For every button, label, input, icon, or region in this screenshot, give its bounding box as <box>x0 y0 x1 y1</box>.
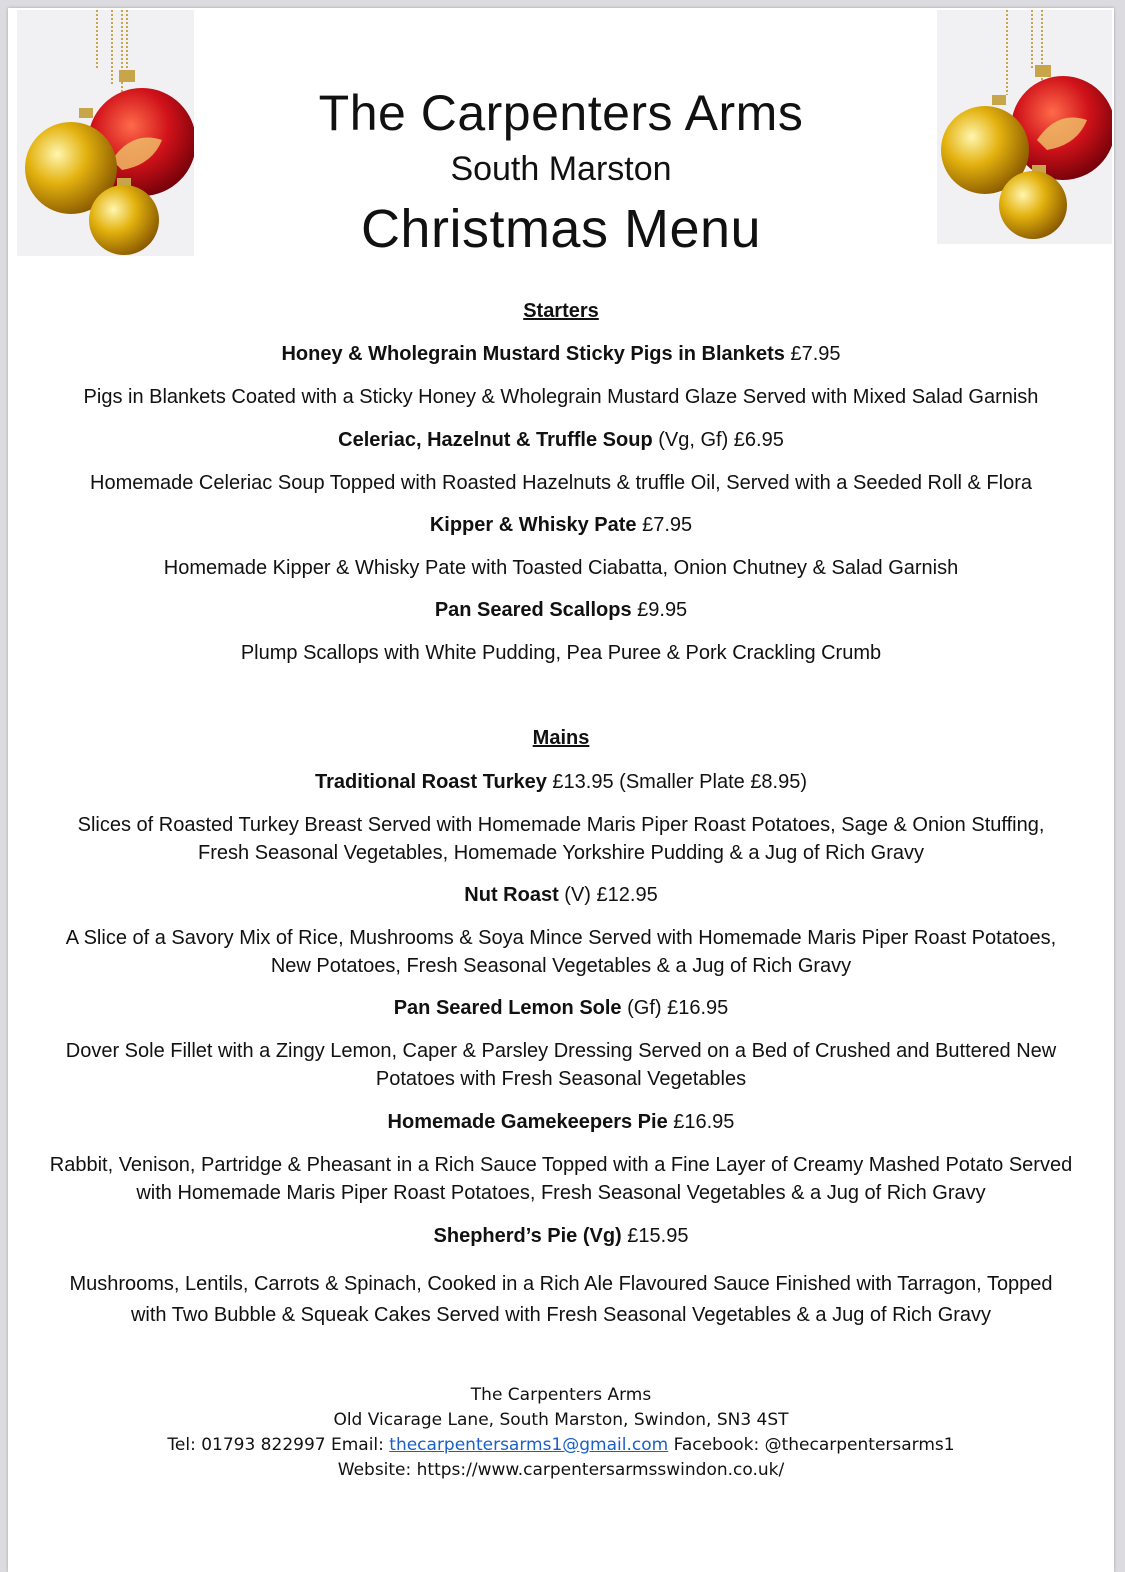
starter-price: £7.95 <box>636 514 693 536</box>
main-desc-line: with Homemade Maris Piper Roast Potatoes, Fresh Seasonal Vegetables & a Jug of Rich Gravy <box>136 1182 986 1204</box>
starter-price: (Vg, Gf) £6.95 <box>652 429 784 451</box>
footer-name: The Carpenters Arms <box>470 1385 652 1405</box>
starter-desc: Plump Scallops with White Pudding, Pea Puree & Pork Crackling Crumb <box>240 642 882 664</box>
main-desc-line: A Slice of a Savory Mix of Rice, Mushrooms & Soya Mince Served with Homemade Maris Piper Roast Potatoes, <box>65 927 1057 949</box>
main-name: Homemade Gamekeepers Pie <box>387 1111 668 1133</box>
contact-footer <box>8 1383 1114 1483</box>
footer-website: Website: https://www.carpentersarmsswindon.co.uk/ <box>337 1460 785 1480</box>
main-title <box>8 881 1114 909</box>
starter-name: Pan Seared Scallops <box>434 599 632 621</box>
main-desc <box>8 1037 1114 1093</box>
main-price: (V) £12.95 <box>558 884 658 906</box>
email-link[interactable]: thecarpentersarms1@gmail.com <box>389 1435 669 1455</box>
main-title <box>8 1222 1114 1250</box>
main-desc-line: Dover Sole Fillet with a Zingy Lemon, Caper & Parsley Dressing Served on a Bed of Crushed and Buttered New <box>65 1040 1057 1062</box>
main-desc-line: Mushrooms, Lentils, Carrots & Spinach, Cooked in a Rich Ale Flavoured Sauce Finished with Tarragon, Topped <box>69 1273 1053 1295</box>
main-desc <box>8 924 1114 980</box>
main-name: Nut Roast <box>464 884 559 906</box>
main-desc-line: Fresh Seasonal Vegetables, Homemade Yorkshire Pudding & a Jug of Rich Gravy <box>198 842 924 864</box>
main-desc <box>8 1151 1114 1207</box>
main-desc <box>8 811 1114 867</box>
main-price: £16.95 <box>667 1111 735 1133</box>
starter-desc: Pigs in Blankets Coated with a Sticky Honey & Wholegrain Mustard Glaze Served with Mixed Salad Garnish <box>83 386 1039 408</box>
starter-name: Celeriac, Hazelnut & Truffle Soup <box>338 429 653 451</box>
main-title <box>8 768 1114 796</box>
main-desc-line: New Potatoes, Fresh Seasonal Vegetables & a Jug of Rich Gravy <box>270 955 852 977</box>
main-price: £13.95 (Smaller Plate £8.95) <box>546 771 808 793</box>
main-name: Shepherd’s Pie (Vg) <box>433 1225 622 1247</box>
main-desc-line: Rabbit, Venison, Partridge & Pheasant in a Rich Sauce Topped with a Fine Layer of Creamy Mashed Potato Served <box>49 1154 1073 1176</box>
mains-heading: Mains <box>532 727 590 749</box>
starter-title <box>8 426 1114 454</box>
starter-price: £7.95 <box>784 343 841 365</box>
main-name: Traditional Roast Turkey <box>314 771 547 793</box>
main-desc-line: with Two Bubble & Squeak Cakes Served with Fresh Seasonal Vegetables & a Jug of Rich Gravy <box>130 1304 992 1326</box>
main-price: (Gf) £16.95 <box>621 997 729 1019</box>
starter-title <box>8 596 1114 624</box>
starter-desc: Homemade Kipper & Whisky Pate with Toasted Ciabatta, Onion Chutney & Salad Garnish <box>163 557 959 579</box>
starter-price: £9.95 <box>631 599 688 621</box>
starters-heading: Starters <box>523 300 599 322</box>
main-title <box>8 994 1114 1022</box>
footer-facebook: Facebook: @thecarpentersarms1 <box>668 1435 955 1455</box>
menu-title: Christmas Menu <box>360 199 762 259</box>
footer-tel: Tel: 01793 822997 Email: <box>167 1435 390 1455</box>
footer-address: Old Vicarage Lane, South Marston, Swindon, SN3 4ST <box>333 1410 789 1430</box>
location-subtitle: South Marston <box>450 150 672 188</box>
starter-title <box>8 340 1114 368</box>
footer-contact-line <box>8 1433 1114 1458</box>
main-desc-line: Slices of Roasted Turkey Breast Served with Homemade Maris Piper Roast Potatoes, Sage & Onion Stuffing, <box>77 814 1045 836</box>
main-desc-line: Potatoes with Fresh Seasonal Vegetables <box>375 1068 747 1090</box>
main-desc <box>8 1269 1114 1331</box>
starter-desc: Homemade Celeriac Soup Topped with Roasted Hazelnuts & truffle Oil, Served with a Seeded Roll & Flora <box>90 472 1032 494</box>
starter-name: Honey & Wholegrain Mustard Sticky Pigs in Blankets <box>281 343 785 365</box>
main-title <box>8 1108 1114 1136</box>
starter-title <box>8 511 1114 539</box>
restaurant-title: The Carpenters Arms <box>318 85 804 141</box>
starter-name: Kipper & Whisky Pate <box>429 514 637 536</box>
main-price: £15.95 <box>621 1225 689 1247</box>
main-name: Pan Seared Lemon Sole <box>393 997 622 1019</box>
menu-page <box>8 8 1114 1572</box>
